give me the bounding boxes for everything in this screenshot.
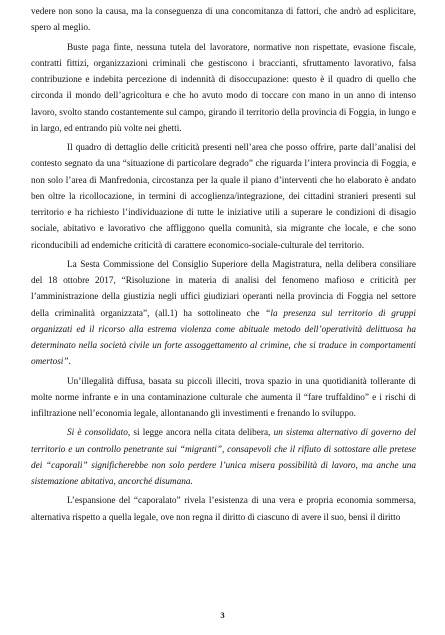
paragraph-text: Il quadro di dettaglio delle criticità presenti nell’area che posso offrire, parte dall’analisi del contesto segnato da una “situazione di particolare degrado” che riguarda l’intera provincia di Foggia, e non solo l’area di Manfredonia, circostanza per la quale il piano d’interventi che ho elaborato è andato ben oltre la ricollocazione, in termini di accoglienza/integrazione, dei cittadini stranieri presenti sul territorio e ha richiesto l’individuazione di tutte le iniziative utili a superare le condizioni di disagio sociale, abitativo e lavorativo che affliggono quella comunità, sia migrante che locale, e che sono riconducibili ad endemiche criticità di carattere economico-sociale-culturale del territorio. [31, 143, 416, 251]
paragraph [31, 4, 416, 37]
body-text [31, 4, 416, 529]
paragraph-text: . [68, 357, 71, 368]
paragraph-text: , si legge ancora nella citata delibera, [127, 428, 274, 439]
paragraph-text: L’espansione del “caporalato” rivela l’esistenza di una vera e propria economia sommersa, alternativa rispetto a quella legale, ove non regna il diritto di ciascuno di avere il suo, bensì il diritto [31, 496, 416, 523]
paragraph-text: Buste paga finte, nessuna tutela del lavoratore, normative non rispettate, evasione fiscale, contratti fittizi, organizzazioni criminali che gestiscono i braccianti, sfruttamento lavorativo, falsa contribuzione e indebita percezione di indennità di disoccupazione: questo è il quadro di quello che circonda il mondo dell’agricoltura e che ho avuto modo di toccare con mano in un anno di intenso lavoro, svolto stando costantemente sul campo, girando il territorio della provincia di Foggia, in lungo e in largo, ed entrando più volte nei ghetti. [31, 42, 416, 134]
page-number: 3 [220, 610, 225, 620]
paragraph [31, 374, 416, 423]
paragraph [31, 493, 416, 526]
italic-quote: un sistema alternativo di governo del territorio e un controllo penetrante sui “migranti”, consapevoli che il rifiuto di sottostare alle pretese dei “caporali” significherebbe non solo perdere l’unica misera possibilità di lavoro, ma anche una sistemazione abitativa, ancorché disumana. [31, 428, 416, 487]
paragraph [31, 257, 416, 371]
paragraph [31, 425, 416, 490]
paragraph-text: La Sesta Commissione del Consiglio Superiore della Magistratura, nella delibera consiliare del 18 ottobre 2017, “Risoluzione in materia di analisi del fenomeno mafioso e criticità per l’amministrazione della giustizia negli uffici giudiziari operanti nella provincia di Foggia nel settore della criminalità organizzata”, (all.1) ha sottolineato che [31, 259, 416, 319]
paragraph [31, 140, 416, 254]
italic-quote: “la presenza sul territorio di gruppi organizzati ed il ricorso alla estrema violenza come abituale metodo dell’operatività delittuosa ha determinato nella società civile un forte assoggettamento al crimine, che si traduce in comportamenti omertosi” [31, 308, 416, 368]
paragraph-text: vedere non sono la causa, ma la conseguenza di una concomitanza di fattori, che andrò ad esplicitare, spero al meglio. [31, 7, 416, 34]
italic-quote: Si è consolidato [67, 428, 128, 439]
paragraph-text: Un’illegalità diffusa, basata su piccoli illeciti, trova spazio in una quotidianità tollerante di molte norme infrante e in una contaminazione culturale che aumenta il “fare truffaldino” e i rischi di infiltrazione nell’economia legale, allontanando gli investimenti e frenando lo sviluppo. [31, 376, 416, 419]
paragraph [31, 40, 416, 138]
